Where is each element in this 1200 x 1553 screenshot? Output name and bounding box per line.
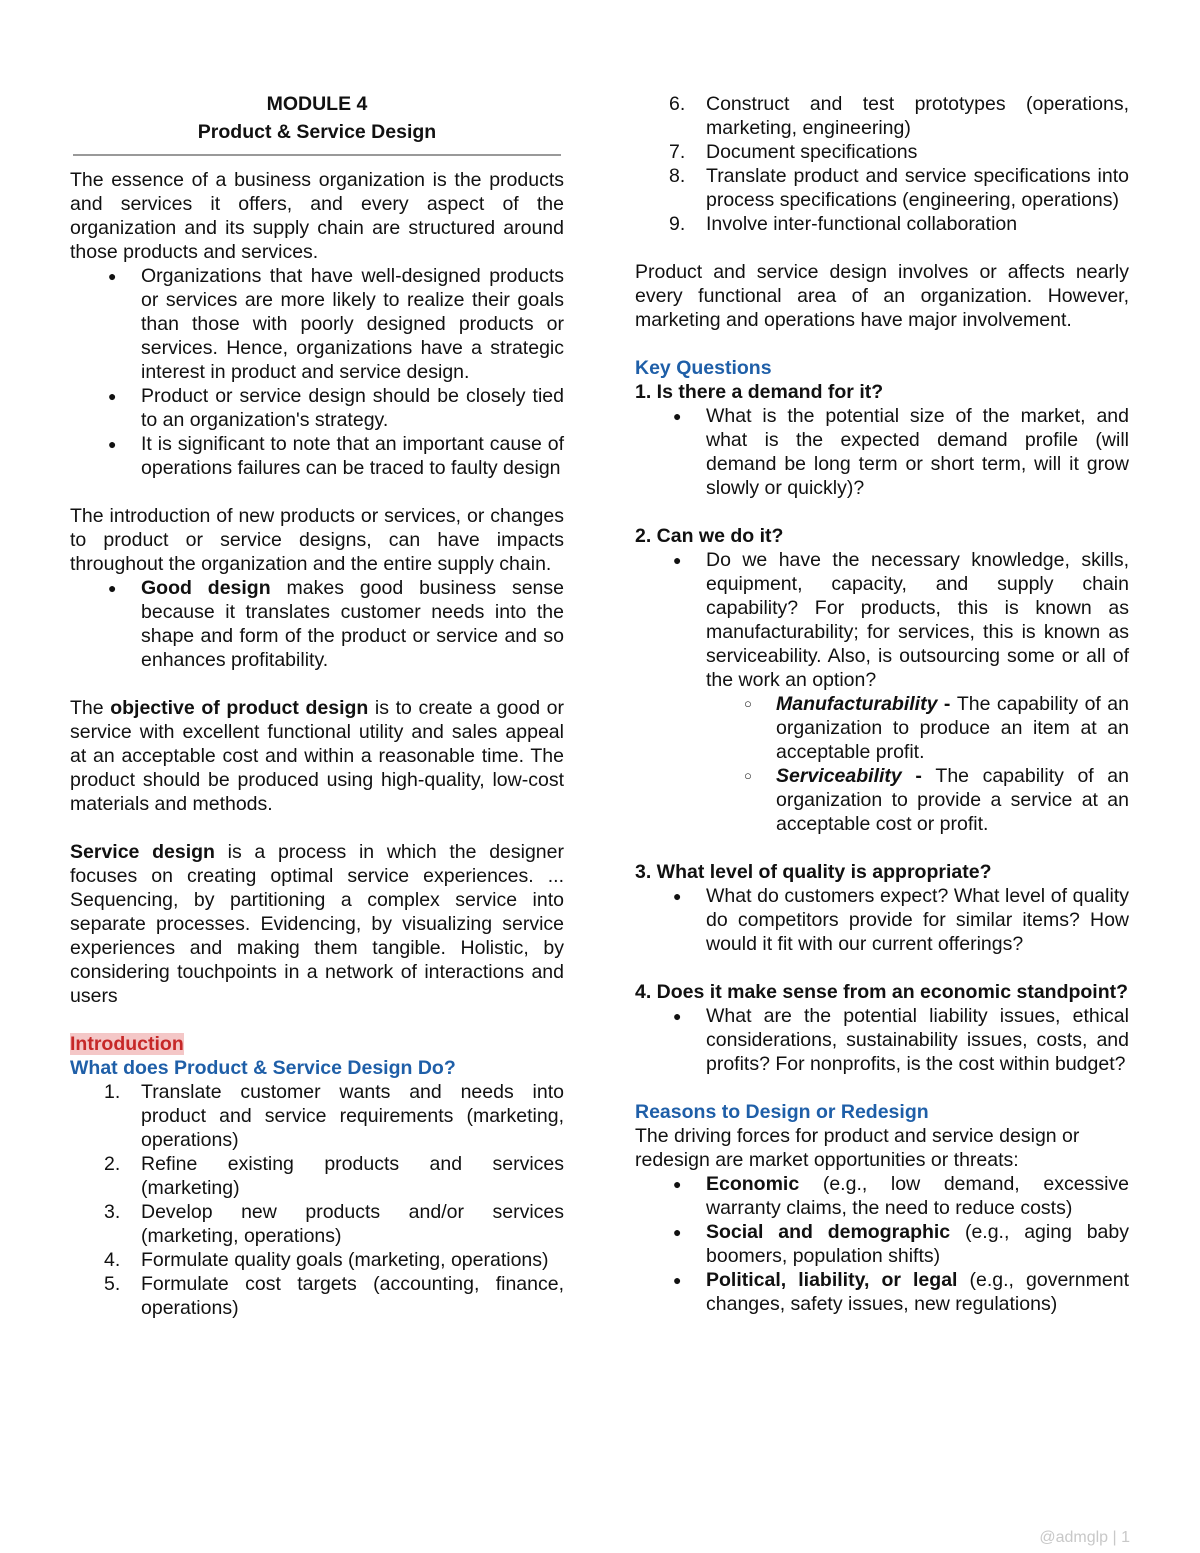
bullet-icon: ● [673, 408, 682, 424]
list-item: ● What do customers expect? What level of quality do competitors provide for similar items? How would it fit with our current offerings? [673, 885, 1129, 955]
list-item: ● Product or service design should be closely tied to an organization's strategy. [108, 385, 564, 431]
circle-bullet-icon: ○ [744, 768, 752, 783]
service-design-paragraph: Service design is a process in which the designer focuses on creating optimal service experiences. ... Sequencing, by partitioning a complex service into separate processes. Evidencing, by visualizing service experiences and making them tangible. Holistic, by considering touchpoints in a network of interactions and users [70, 841, 564, 1007]
left-column [70, 92, 564, 1320]
sub-list-item: ○ Serviceability - The capability of an organization to provide a service at an acceptable cost or profit. [744, 765, 1129, 835]
what-does-list-right [635, 92, 1129, 236]
intro-bullet-list [70, 264, 564, 480]
list-item: 4. Formulate quality goals (marketing, operations) [104, 1249, 549, 1271]
question-2-title: 2. Can we do it? [635, 525, 784, 547]
list-item: 1. Translate customer wants and needs into product and service requirements (marketing, operations) [104, 1081, 564, 1151]
list-item: ● Do we have the necessary knowledge, skills, equipment, capacity, and supply chain capability? For products, this is known as manufacturability; for services, this is known as serviceability. Also, is outsourcing some or all of the work an option? [673, 549, 1129, 691]
bullet-icon: ● [673, 1272, 682, 1288]
reasons-heading: Reasons to Design or Redesign [635, 1101, 929, 1123]
question-1-title: 1. Is there a demand for it? [635, 381, 884, 403]
question-4-title: 4. Does it make sense from an economic standpoint? [635, 981, 1129, 1003]
bullet-icon: ● [673, 1224, 682, 1240]
objective-paragraph: The objective of product design is to create a good or service with excellent functional utility and sales appeal at an acceptable cost and within a reasonable time. The product should be produced using high-quality, low-cost materials and methods. [70, 697, 564, 815]
bullet-icon: ● [108, 268, 117, 284]
bullet-icon: ● [108, 436, 117, 452]
bullet-icon: ● [673, 552, 682, 568]
bullet-icon: ● [108, 580, 117, 596]
list-item: ● Economic (e.g., low demand, excessive warranty claims, the need to reduce costs) [673, 1173, 1129, 1219]
list-item: ● Social and demographic (e.g., aging baby boomers, population shifts) [673, 1221, 1129, 1267]
page-footer: @admglp | 1 [1039, 1529, 1130, 1546]
list-item: 3. Develop new products and/or services (marketing, operations) [104, 1201, 564, 1247]
key-questions-heading: Key Questions [635, 357, 772, 379]
list-item: 6. Construct and test prototypes (operations, marketing, engineering) [669, 93, 1129, 139]
bullet-icon: ● [673, 888, 682, 904]
bullet-icon: ● [108, 388, 117, 404]
list-item: 8. Translate product and service specifications into process specifications (engineering, operations) [669, 165, 1129, 211]
list-item: ● What is the potential size of the market, and what is the expected demand profile (will demand be long term or short term, will it grow slowly or quickly)? [673, 405, 1129, 499]
list-item: 5. Formulate cost targets (accounting, finance, operations) [104, 1273, 564, 1319]
list-item: ● Good design makes good business sense because it translates customer needs into the shape and form of the product or service and so enhances profitability. [108, 577, 564, 671]
intro-paragraph: The essence of a business organization is the products and services it offers, and every aspect of the organization and its supply chain are structured around those products and services. [70, 169, 564, 263]
module-label: MODULE 4 [266, 93, 368, 115]
bullet-icon: ● [673, 1176, 682, 1192]
title-divider [73, 154, 561, 156]
circle-bullet-icon: ○ [744, 696, 752, 711]
list-item: ● Political, liability, or legal (e.g., government changes, safety issues, new regulations) [673, 1269, 1129, 1315]
page-title: Product & Service Design [197, 121, 437, 143]
reasons-paragraph: The driving forces for product and service design or redesign are market opportunities or threats: [635, 1125, 1080, 1171]
list-item: 2. Refine existing products and services (marketing) [104, 1153, 564, 1199]
bullet-icon: ● [673, 1008, 682, 1024]
right-column [635, 92, 1129, 1316]
list-item: ● It is significant to note that an important cause of operations failures can be traced to faulty design [108, 433, 564, 479]
list-item: ● Organizations that have well-designed products or services are more likely to realize their goals than those with poorly designed products or services. Hence, organizations have a strategic interest in product and service design. [108, 265, 564, 383]
what-does-list-left [70, 1080, 564, 1320]
sub-list-item: ○ Manufacturability - The capability of an organization to produce an item at an acceptable profit. [744, 693, 1129, 763]
what-does-heading: What does Product & Service Design Do? [70, 1057, 456, 1079]
list-item: 9. Involve inter-functional collaboration [669, 213, 1018, 235]
question-3-title: 3. What level of quality is appropriate? [635, 861, 992, 883]
list-item: ● What are the potential liability issues, ethical considerations, sustainability issues, costs, and profits? For nonprofits, is the cost within budget? [673, 1005, 1129, 1075]
involvement-paragraph: Product and service design involves or affects nearly every functional area of an organization. However, marketing and operations have major involvement. [635, 261, 1129, 331]
list-item: 7. Document specifications [669, 141, 918, 163]
introduction-label: Introduction [70, 1033, 184, 1055]
introduction-paragraph: The introduction of new products or services, or changes to product or service designs, can have impacts throughout the organization and the entire supply chain. [70, 505, 564, 575]
